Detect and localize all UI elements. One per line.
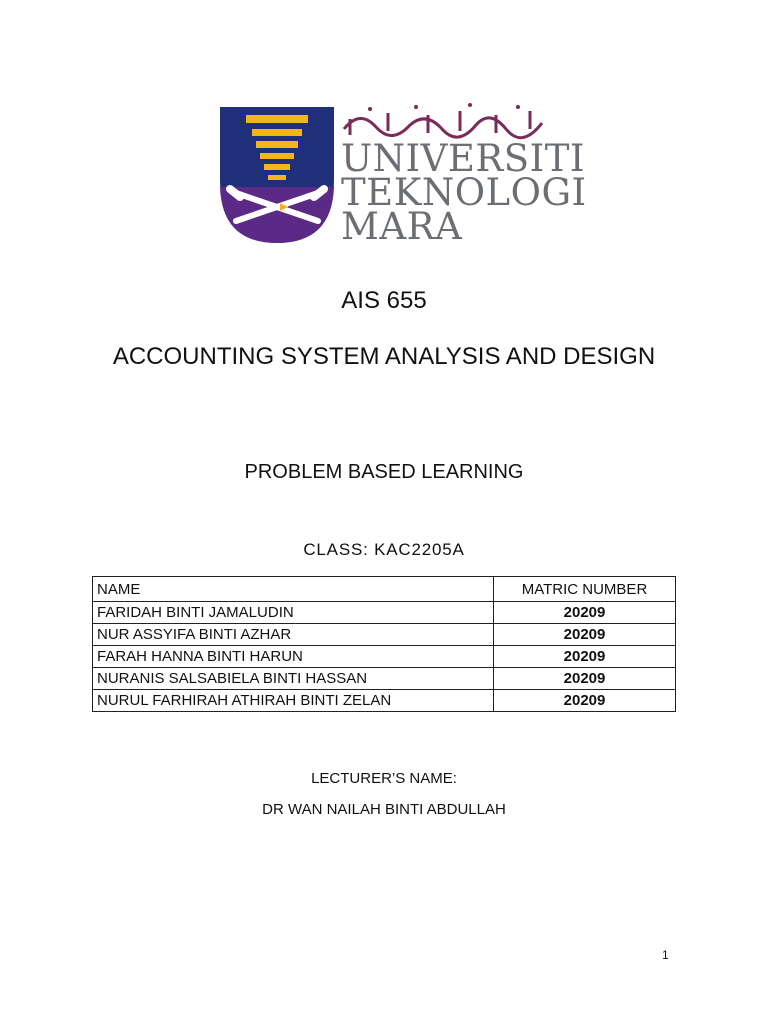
jawi-calligraphy-icon [340,101,546,141]
table-row [93,690,676,712]
column-header-name: NAME [93,577,494,602]
group-members-table [92,576,676,712]
assignment-title: PROBLEM BASED LEARNING [244,461,524,483]
member-name: FARIDAH BINTI JAMALUDIN [93,602,494,624]
logo-word-mara: MARA [341,205,463,248]
member-matric: 20209 [494,602,676,624]
logo-word-universiti: UNIVERSITI [341,137,586,180]
uitm-crest-icon [218,101,336,251]
member-matric: 20209 [494,624,676,646]
table-row [93,646,676,668]
page-number: 1 [662,948,669,962]
member-matric: 20209 [494,668,676,690]
member-matric: 20209 [494,646,676,668]
table-row [93,668,676,690]
class-code: CLASS: KAC2205A [303,540,465,559]
member-name: NURUL FARHIRAH ATHIRAH BINTI ZELAN [93,690,494,712]
course-title: ACCOUNTING SYSTEM ANALYSIS AND DESIGN [112,343,656,370]
jawi-script-logo-text [340,101,546,141]
table-header-row [93,577,676,602]
member-name: NURANIS SALSABIELA BINTI HASSAN [93,668,494,690]
member-name: NUR ASSYIFA BINTI AZHAR [93,624,494,646]
member-matric: 20209 [494,690,676,712]
course-code: AIS 655 [341,287,427,314]
table-row [93,602,676,624]
lecturer-label: LECTURER’S NAME: [311,770,457,787]
lecturer-name: DR WAN NAILAH BINTI ABDULLAH [262,801,506,818]
member-name: FARAH HANNA BINTI HARUN [93,646,494,668]
logo-word-teknologi: TEKNOLOGI [341,171,587,214]
university-logo [218,101,587,251]
column-header-matric: MATRIC NUMBER [494,577,676,602]
table-row [93,624,676,646]
